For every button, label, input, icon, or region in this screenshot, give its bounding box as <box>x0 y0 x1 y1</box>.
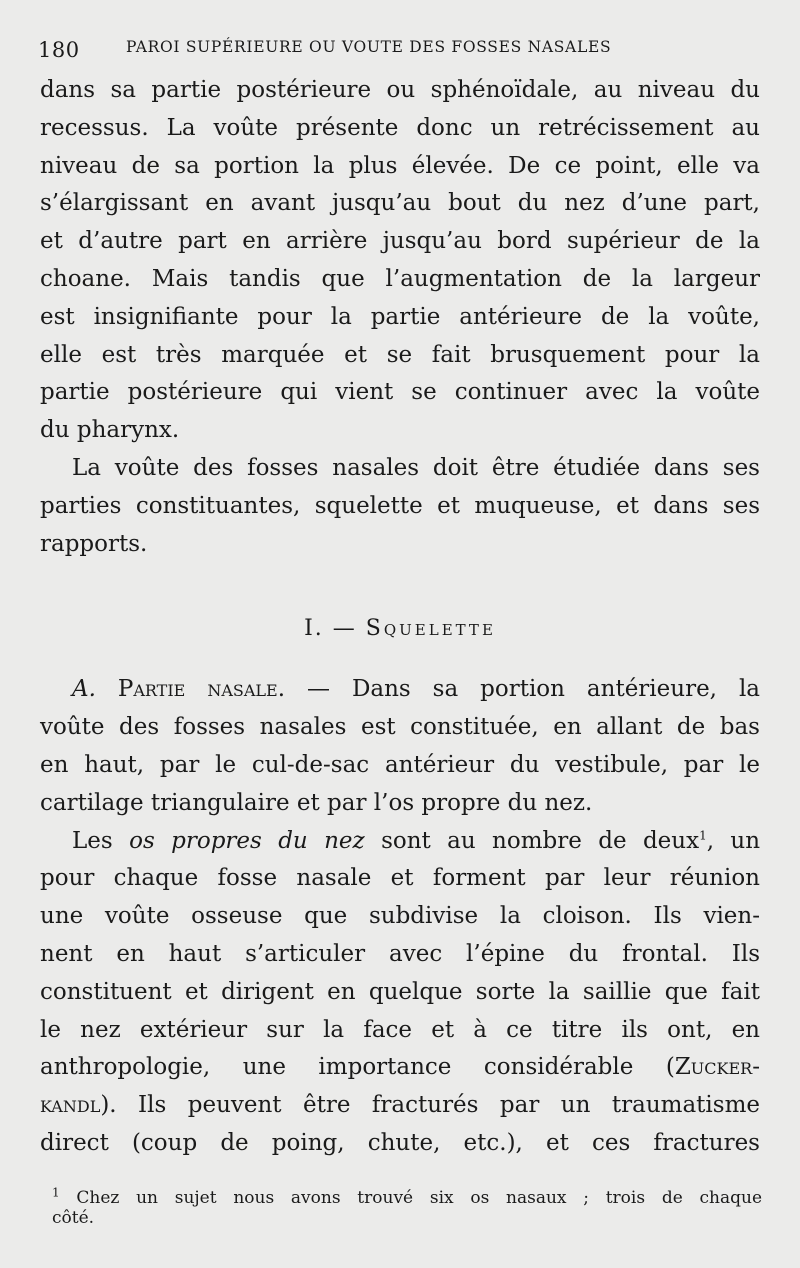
text-line: choane. Mais tandis que l’augmentation de la largeur <box>40 265 760 292</box>
text-line <box>40 671 760 709</box>
running-title: PAROI SUPÉRIEURE OU VOUTE DES FOSSES NASALES <box>126 38 612 56</box>
text-line: en haut, par le cul-de-sac antérieur du vestibule, par le <box>40 751 760 778</box>
text-line: le nez extérieur sur la face et à ce titre ils ont, en <box>40 1016 760 1043</box>
footnote <box>52 1185 762 1228</box>
paragraph <box>40 823 760 1163</box>
footnote-line <box>52 1185 762 1208</box>
text-line: partie postérieure qui vient se continuer avec la voûte <box>40 379 760 406</box>
text-line: cartilage triangulaire et par l’os propre du nez. <box>40 789 593 816</box>
text-run: ). Ils peuvent être fracturés par un traumatisme <box>100 1092 760 1119</box>
text-line: La voûte des fosses nasales doit être étudiée dans ses <box>72 454 760 481</box>
page-number: 180 <box>38 38 80 62</box>
body-text <box>40 72 760 1163</box>
text-line: rapports. <box>40 530 148 557</box>
text-line: recessus. La voûte présente donc un retrécissement au <box>40 114 760 141</box>
text-run: Chez un sujet nous avons trouvé six os nasaux ; trois de chaque <box>76 1188 762 1208</box>
text-line: dans sa partie postérieure ou sphénoïdale, au niveau du <box>40 77 760 103</box>
text-line: voûte des fosses nasales est constituée, en allant de bas <box>40 714 760 741</box>
text-line: et d’autre part en arrière jusqu’au bord supérieur de la <box>40 228 760 255</box>
text-line: constituent et dirigent en quelque sorte la saillie que fait <box>40 978 760 1005</box>
text-line: est insignifiante pour la partie antérieure de la voûte, <box>40 303 760 330</box>
paragraph <box>40 72 760 450</box>
italic-term: os propres du nez <box>129 827 365 854</box>
text-line <box>40 823 760 861</box>
text-run: — Dans sa portion antérieure, la <box>306 676 761 703</box>
text-line <box>40 1087 760 1125</box>
text-line: direct (coup de poing, chute, etc.), et ces fractures <box>40 1129 760 1156</box>
text-line: du pharynx. <box>40 417 180 444</box>
subsection-title: Partie nasale. <box>117 676 286 703</box>
text-line <box>40 1049 760 1087</box>
footnote-line: côté. <box>52 1208 95 1228</box>
text-run: , un <box>706 827 761 854</box>
text-run: anthropologie, une importance considérable ( <box>40 1054 675 1081</box>
text-run: Les <box>72 827 113 854</box>
text-line: pour chaque fosse nasale et forment par leur réunion <box>40 865 760 892</box>
text-line: nent en haut s’articuler avec l’épine du frontal. Ils <box>40 940 760 967</box>
running-head <box>38 34 768 62</box>
text-line: une voûte osseuse que subdivise la cloison. Ils vien- <box>40 903 760 930</box>
section-numeral: I. — <box>304 616 357 642</box>
text-run: sont au nombre de deux <box>381 827 700 854</box>
footnote-ref: 1 <box>699 827 707 842</box>
section-heading <box>40 609 760 649</box>
text-line: s’élargissant en avant jusqu’au bout du nez d’une part, <box>40 190 760 217</box>
subsection-letter: A. <box>72 676 96 703</box>
footnote-marker: 1 <box>52 1185 60 1200</box>
paragraph <box>40 450 760 563</box>
text-line: niveau de sa portion la plus élevée. De ce point, elle va <box>40 152 760 179</box>
text-line: parties constituantes, squelette et muqueuse, et dans ses <box>40 492 760 519</box>
section-title: Squelette <box>365 616 496 642</box>
author-name: Zucker- <box>674 1054 760 1081</box>
paragraph <box>40 671 760 822</box>
text-line: elle est très marquée et se fait brusquement pour la <box>40 341 760 368</box>
author-name: kandl <box>40 1092 101 1119</box>
